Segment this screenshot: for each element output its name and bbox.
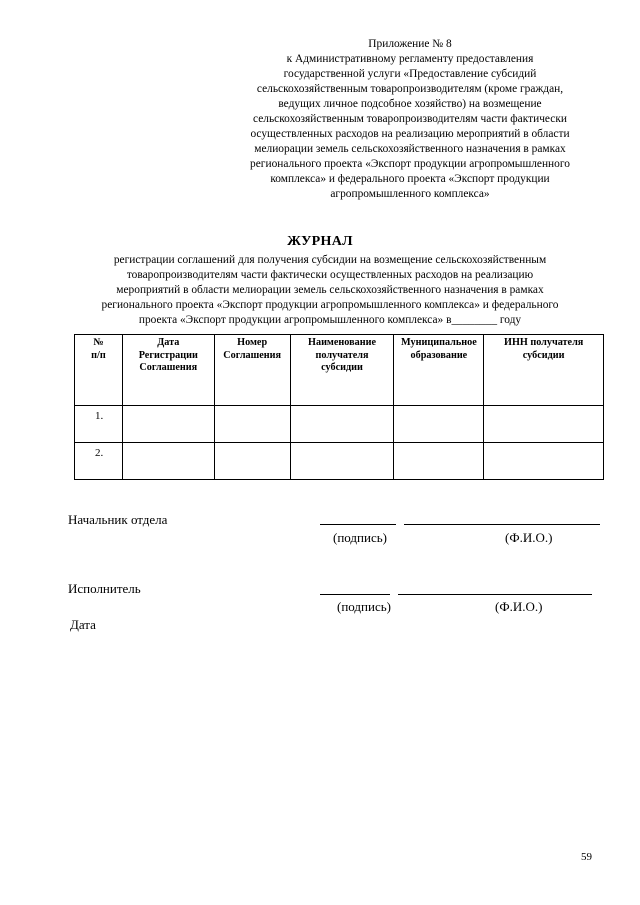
journal-subtitle-line: мероприятий в области мелиорации земель сельскохозяйственного назначения в рамках <box>116 284 544 296</box>
row-number-cell: 1. <box>75 406 123 443</box>
table-cell <box>214 443 290 480</box>
head-name-caption: (Ф.И.О.) <box>505 530 553 545</box>
journal-subtitle-line: регионального проекта «Экспорт продукции агропромышленного комплекса» и федерального <box>101 299 559 311</box>
table-header-row <box>75 335 604 406</box>
header-recipient-name: Наименование получателя субсидии <box>290 335 394 406</box>
table-row <box>75 406 604 443</box>
header-recipient-inn: ИНН получателя субсидии <box>484 335 604 406</box>
header-number: № п/п <box>75 335 123 406</box>
head-of-department-label: Начальник отдела <box>68 512 168 527</box>
appendix-block <box>220 37 600 202</box>
table-cell <box>394 443 484 480</box>
appendix-line: Приложение № 8 <box>368 38 452 50</box>
table-cell <box>290 406 394 443</box>
date-label: Дата <box>70 617 96 632</box>
appendix-line: к Административному регламенту предоставления <box>286 53 534 65</box>
row-number-cell: 2. <box>75 443 123 480</box>
table-cell <box>394 406 484 443</box>
header-agreement-number: Номер Соглашения <box>214 335 290 406</box>
header-registration-date: Дата Регистрации Соглашения <box>122 335 214 406</box>
appendix-line: осуществленных расходов на реализацию мероприятий в области <box>250 128 570 140</box>
page-number: 59 <box>581 851 592 863</box>
appendix-line: комплекса» и федерального проекта «Экспорт продукции <box>270 173 550 185</box>
executor-label: Исполнитель <box>68 581 141 596</box>
appendix-line: ведущих личное подсобное хозяйство) на возмещение <box>278 98 542 110</box>
head-signature-caption: (подпись) <box>333 530 387 545</box>
executor-signature-caption: (подпись) <box>337 599 391 614</box>
appendix-line: мелиорации земель сельскохозяйственного назначения в рамках <box>254 143 566 155</box>
journal-subtitle-line: проекта «Экспорт продукции агропромышленного комплекса» в________ году <box>138 314 522 326</box>
registration-table <box>74 334 604 480</box>
executor-signature-line <box>320 594 390 595</box>
journal-subtitle-line: регистрации соглашений для получения субсидии на возмещение сельскохозяйственным <box>113 254 547 266</box>
table-cell <box>484 406 604 443</box>
table-cell <box>122 443 214 480</box>
head-signature-line <box>320 524 396 525</box>
header-municipality: Муниципальное образование <box>394 335 484 406</box>
table-cell <box>122 406 214 443</box>
journal-title: ЖУРНАЛ <box>287 234 353 249</box>
head-name-line <box>404 524 600 525</box>
executor-name-line <box>398 594 592 595</box>
table-row <box>75 443 604 480</box>
appendix-line: государственной услуги «Предоставление субсидий <box>283 68 537 80</box>
journal-subtitle <box>60 253 600 328</box>
appendix-line: регионального проекта «Экспорт продукции агропромышленного <box>250 158 570 170</box>
table-cell <box>484 443 604 480</box>
journal-subtitle-line: товаропроизводителям части фактически осуществленных расходов на реализацию <box>126 269 534 281</box>
table-cell <box>290 443 394 480</box>
appendix-line: агропромышленного комплекса» <box>330 188 490 200</box>
executor-name-caption: (Ф.И.О.) <box>495 599 543 614</box>
table-cell <box>214 406 290 443</box>
appendix-line: сельскохозяйственным товаропроизводителям части фактически <box>253 113 567 125</box>
appendix-line: сельскохозяйственным товаропроизводителям (кроме граждан, <box>256 83 564 95</box>
